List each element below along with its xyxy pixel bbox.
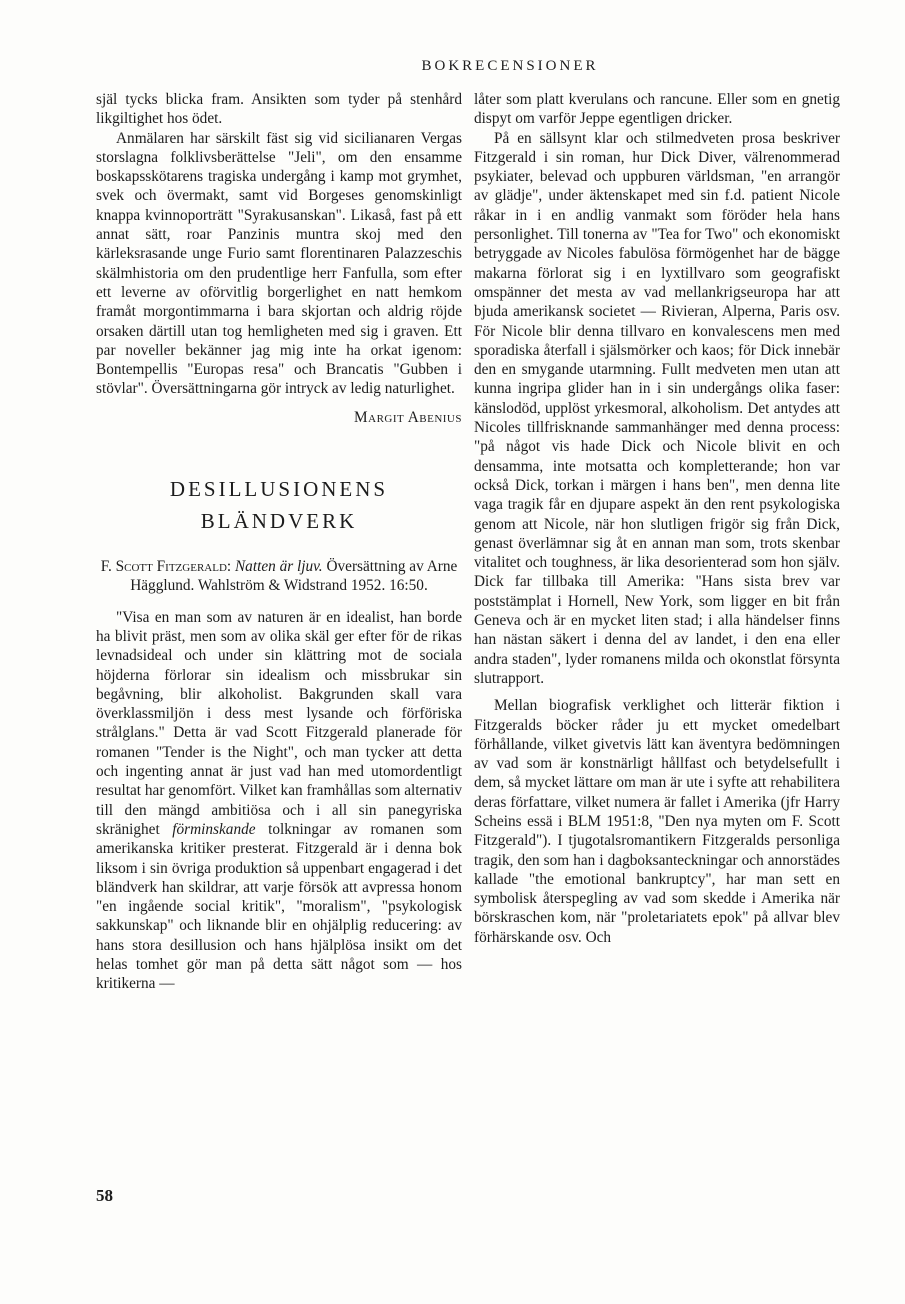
paragraph-mellan: Mellan biografisk verklighet och litterär fiktion i Fitzgeralds böcker råder ju ett mycket omedelbart förhållande, vilket givetvis lätt kan äventyra bedömningen av vad som är konstnärligt hållfast och betydelsefullt i dem, så mycket lättare om man är ute i syfte att rehabilitera deras författare, vilket numera är fallet i Amerika (jfr Harry Scheins essä i BLM 1951:8, "Den nya myten om F. Scott Fitzgerald"). I tjugotalsromantikern Fitzgeralds personliga tragik, den som han i dagboksanteckningar och annorstädes kallade "the emotional bankruptcy", har man sett en symbolisk återspegling av vad som skedde i Amerika när börskraschen kom, när "proletariatets epok" på allvar blev förhärskande osv. Och	[474, 697, 840, 946]
paragraph-continued: själ tycks blicka fram. Ansikten som tyder på stenhård likgiltighet hos ödet.	[96, 91, 462, 128]
paragraph-sallsynt: På en sällsynt klar och stilmedveten prosa beskriver Fitzgerald i sin roman, hur Dick Diver, välrenommerad psykiater, belevad och uppburen världsman, "en arrangör av glädje", under äktenskapet med sin f.d. patient Nicole råkar in i en andlig vanmakt som föröder hela hans personlighet. Till tonerna av "Tea for Two" och ekonomiskt betryggade av Nicoles fabulösa förmögenhet har de bägge makarna förlorat sig i en lyxtillvaro som geografiskt omspänner det mesta av vad mellankrigseuropa har att bjuda amerikansk societet — Rivieran, Alperna, Paris osv. För Nicole blir denna tillvaro en konvalescens men med sporadiska återfall i själsmörker och kaos; för Dick innebär den en smygande utarmning. Fullt medveten men utan att kunna ingripa glider han in i sin undergångs olika faser: känslodöd, upplöst yrkesmoral, alkoholism. Det antydes att Nicoles tillfrisknande sammanhänger med denna process: "på något vis hade Dick och Nicole blivit en och densamma, inte motsatta och kompletterande; hon var också Dick, torkan i märgen i hans ben", men denna lite vaga tragik får en djupare aspekt än den rent psykologiska genom att Nicole, när hon slutligen frigör sig från Dick, genast överlämnar sig åt en annan man som, trots skenbar vitalitet och toughness, är lika desorienterad som hon själv. Dick far tillbaka till Amerika: "Hans sista brev var poststämplat i Hornell, New York, som ligger en bit från Geneva och är en mycket liten stad; i alla händelser finns han nästan säkert i denna del av landet, i den ena eller andra staden", lyder romanens milda och okonstlat försynta slutrapport.	[474, 129, 840, 687]
book-title: Natten är ljuv.	[234, 558, 323, 576]
book-info	[96, 557, 462, 596]
left-column	[96, 90, 462, 994]
paragraph-anmalaren: Anmälaren har särskilt fäst sig vid sicilianaren Vergas storslagna folklivsberättelse "Jeli", om den ensamme boskapsskötarens tragiska undergång i kamp mot grymhet, svek och övermakt, samt vid Borgeses genomskinligt knappa kvinnoporträtt "Syrakusanskan". Likaså, fast på ett annat sätt, roar Panzinis muntra skoj med den kärleksrasande unge Furio samt florentinaren Palazzeschis skälmhistoria om den prudentlige herr Fanfulla, som efter ett leverne av oförvitlig borgerlighet en natt hemkom framåt morgontimmarna i bara skjortan och aldrig röjde orsaken därtill utan tog hemligheten med sig i graven. Ett par noveller bekänner jag mig inte ha orkat igenom: Bontempellis "Europas resa" och Brancatis "Gubben i stövlar". Översättningarna gör intryck av ledig naturlighet.	[96, 129, 462, 398]
paragraph-continued-right: låter som platt kverulans och rancune. Eller som en gnetig dispyt om varför Jeppe egentligen dricker.	[474, 91, 840, 128]
book-details: Översättning av Arne Hägglund. Wahlström & Widstrand 1952. 16:50.	[130, 558, 458, 595]
page-number: 58	[96, 1186, 113, 1205]
paragraph-visa	[96, 608, 462, 994]
emphasis-forminskande: förminskande	[172, 820, 256, 838]
paragraph-visa-part1: "Visa en man som av naturen är en idealist, han borde ha blivit präst, men som av olika skäl ger efter för de rikas levnadsideal och under sin klättring mot de sociala höjderna förlorar sin idealism och missbrukar sin begåvning, blir alkoholist. Bakgrunden skall vara överklassmiljön i dess mest lysande och förföriska strålglans." Detta är vad Scott Fitzgerald planerade för romanen "Tender is the Night", och man tycker att detta och ingenting annat är just vad han med utomordentligt resultat har genomfört. Vilket kan framhållas som alternativ till den mängd ambitiösa och i all sin panegyriska skränighet	[96, 608, 462, 838]
section-title: DESILLUSIONENS BLÄNDVERK	[169, 477, 389, 534]
right-column	[474, 90, 840, 947]
reviewer-signature: Margit Abenius	[354, 408, 462, 426]
paragraph-visa-part2: tolkningar av romanen som amerikanska kritiker presterat. Fitzgerald är i denna bok liksom i sin övriga produktion så uppenbart engagerad i det bländverk han skildrar, att varje försök att avpressa honom "en ingående social kritik", "moralism", "psykologisk sakkunskap" och liknande blir en ohjälplig reducering: av hans stora desillusion och hans hjälplösa insikt om det helas tomhet gör man på detta sätt något som — hos kritikerna —	[96, 820, 462, 993]
running-head: BOKRECENSIONER	[421, 58, 599, 74]
book-author: F. Scott Fitzgerald:	[100, 558, 232, 576]
